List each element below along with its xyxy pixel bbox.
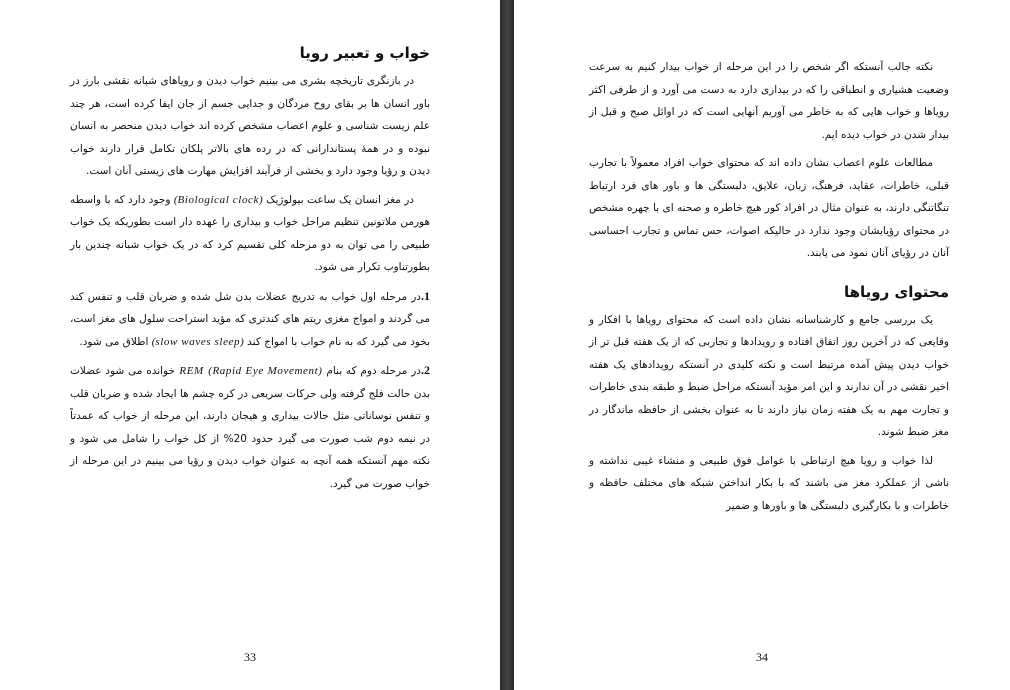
list-item-text: اطلاق می شود.: [79, 335, 149, 348]
list-item-text: در مرحله اول خواب به تدریج عضلات بدن شل شده و ضربان قلب و تنفس کند می گردند و امواج مغزی ریتم های کندتری که مؤید استراحت سلول های مغز است، بخود می گیرد که به نام خواب با امواج کند: [70, 290, 430, 348]
left-page: [0, 0, 500, 690]
right-page: [514, 0, 1010, 690]
page-number: 33: [244, 650, 256, 664]
paragraph: لذا خواب و رویا هیچ ارتباطی با عوامل فوق طبیعی و منشاء غیبی نداشته و ناشی از عملکرد مغز می باشند که با بکار انداختن شبکه های مختلف حافظه و خاطرات و با بکارگیری دلبستگی ها و باورها و ضمیر: [589, 454, 949, 512]
left-text-column: [70, 40, 430, 501]
latin-term: REM: [179, 365, 204, 377]
latin-term: (Biological clock): [173, 193, 263, 206]
biological-clock-paragraph: [70, 189, 430, 279]
paragraph: یک بررسی جامع و کارشناسانه نشان داده است که محتوای رویاها با افکار و وقایعی که در آخرین روز اتفاق افتاده و رویدادها و تجاربی که از یک هفته قبل تر از خواب دیدن پیش آمده مرتبط است و نکته کلیدی در آنستکه رویدادهای یک هفته اخیر نقشی در آن ندارند و این امر مؤید آنستکه مراحل ضبط و طبقه بندی خاطرات و تجارت مهم به یک هفته زمان نیاز دارند تا به عنوان بخشی از حافظه ماندگار در مغز ضبط شوند.: [589, 313, 949, 438]
list-item: [70, 285, 430, 354]
latin-term: (Rapid Eye Movement): [208, 365, 323, 377]
list-item: [70, 359, 430, 495]
paragraph-text: در مغز انسان یک ساعت بیولوژیک: [266, 193, 414, 206]
latin-term: (slow waves sleep): [151, 335, 244, 348]
chapter-title: خواب و تعبیر رویا: [299, 44, 430, 62]
paragraph: مطالعات علوم اعصاب نشان داده اند که محتوای خواب افراد معمولاً با تجارب قبلی، خاطرات، عقاید، فرهنگ، زبان، علایق، دلبستگی ها و باور های فرد ارتباط تنگاتنگی دارند، به عنوان مثال در افراد کور هیچ خاطره و صحنه ای با چهره مشخص در محتوای رؤیایشان وجود ندارد در حالیکه اصوات، حس تماس و تجارب احساسی آنان در رؤیای آنان نمود می یابند.: [589, 157, 949, 259]
paragraph-text: وجود دارد که با واسطه هورمن ملاتونین تنظیم مراحل خواب و بیداری را عهده دار است بطوریکه یک خواب طبیعی را می توان به دو مرحله کلی تقسیم کرد که در یک خواب شبانه چندین بار بطورتناوب تکرار می شود.: [70, 193, 430, 273]
list-item-text: خوانده می شود عضلات بدن حالت فلج گرفته ولی حرکات سریعی در کره چشم ها ایجاد شده و ضربان قلب و تنفس نوساناتی مثل حالات بیداری و هیجان دارند، این مرحله از خواب که عمدتاً در نیمه دوم شب صورت می گیرد حدود 20% از کل خواب را شامل می شود و نکته مهم آنستکه همه آنچه به عنوان خواب دیدن و رؤیا می بینیم در این مرحله از خواب صورت می گیرد.: [70, 365, 430, 490]
list-item-text: در مرحله دوم که بنام: [326, 365, 421, 377]
paragraph: نکته جالب آنستکه اگر شخص را در این مرحله از خواب بیدار کنیم به سرعت وضعیت هشیاری و انطباقی را که در بیداری دارد به دست می آورد و از طرفی اکثر رویاها و خواب هایی که به خاطر می آوریم آنهایی است که در اوائل صبح و قبل از بیدار شدن در خواب دیده ایم.: [589, 61, 949, 141]
right-text-column: [589, 56, 949, 523]
intro-paragraph: در بازنگری تاریخچه بشری می بینیم خواب دیدن و رویاهای شبانه نقشی بارز در باور انسان ها بر بقای روح مردگان و جدایی جسم از جان ایفا کرده است، هر چند علم زیست شناسی و علوم اعصاب مشخص کرده اند خواب دیدن منحصر به انسان نبوده و در همهٔ پستاندارانی که در رده های بالاتر پلکان تکامل قرار دارند خواب دیدن و رؤیا وجود دارد و بخشی از فرآیند افزایش مهارت های زیستی آنان است.: [70, 75, 430, 177]
section-heading: محتوای رویاها: [844, 282, 949, 301]
list-number: 1.: [421, 288, 430, 303]
page-number: 34: [756, 650, 768, 664]
book-spine: [500, 0, 514, 690]
list-number: 2.: [420, 363, 430, 377]
